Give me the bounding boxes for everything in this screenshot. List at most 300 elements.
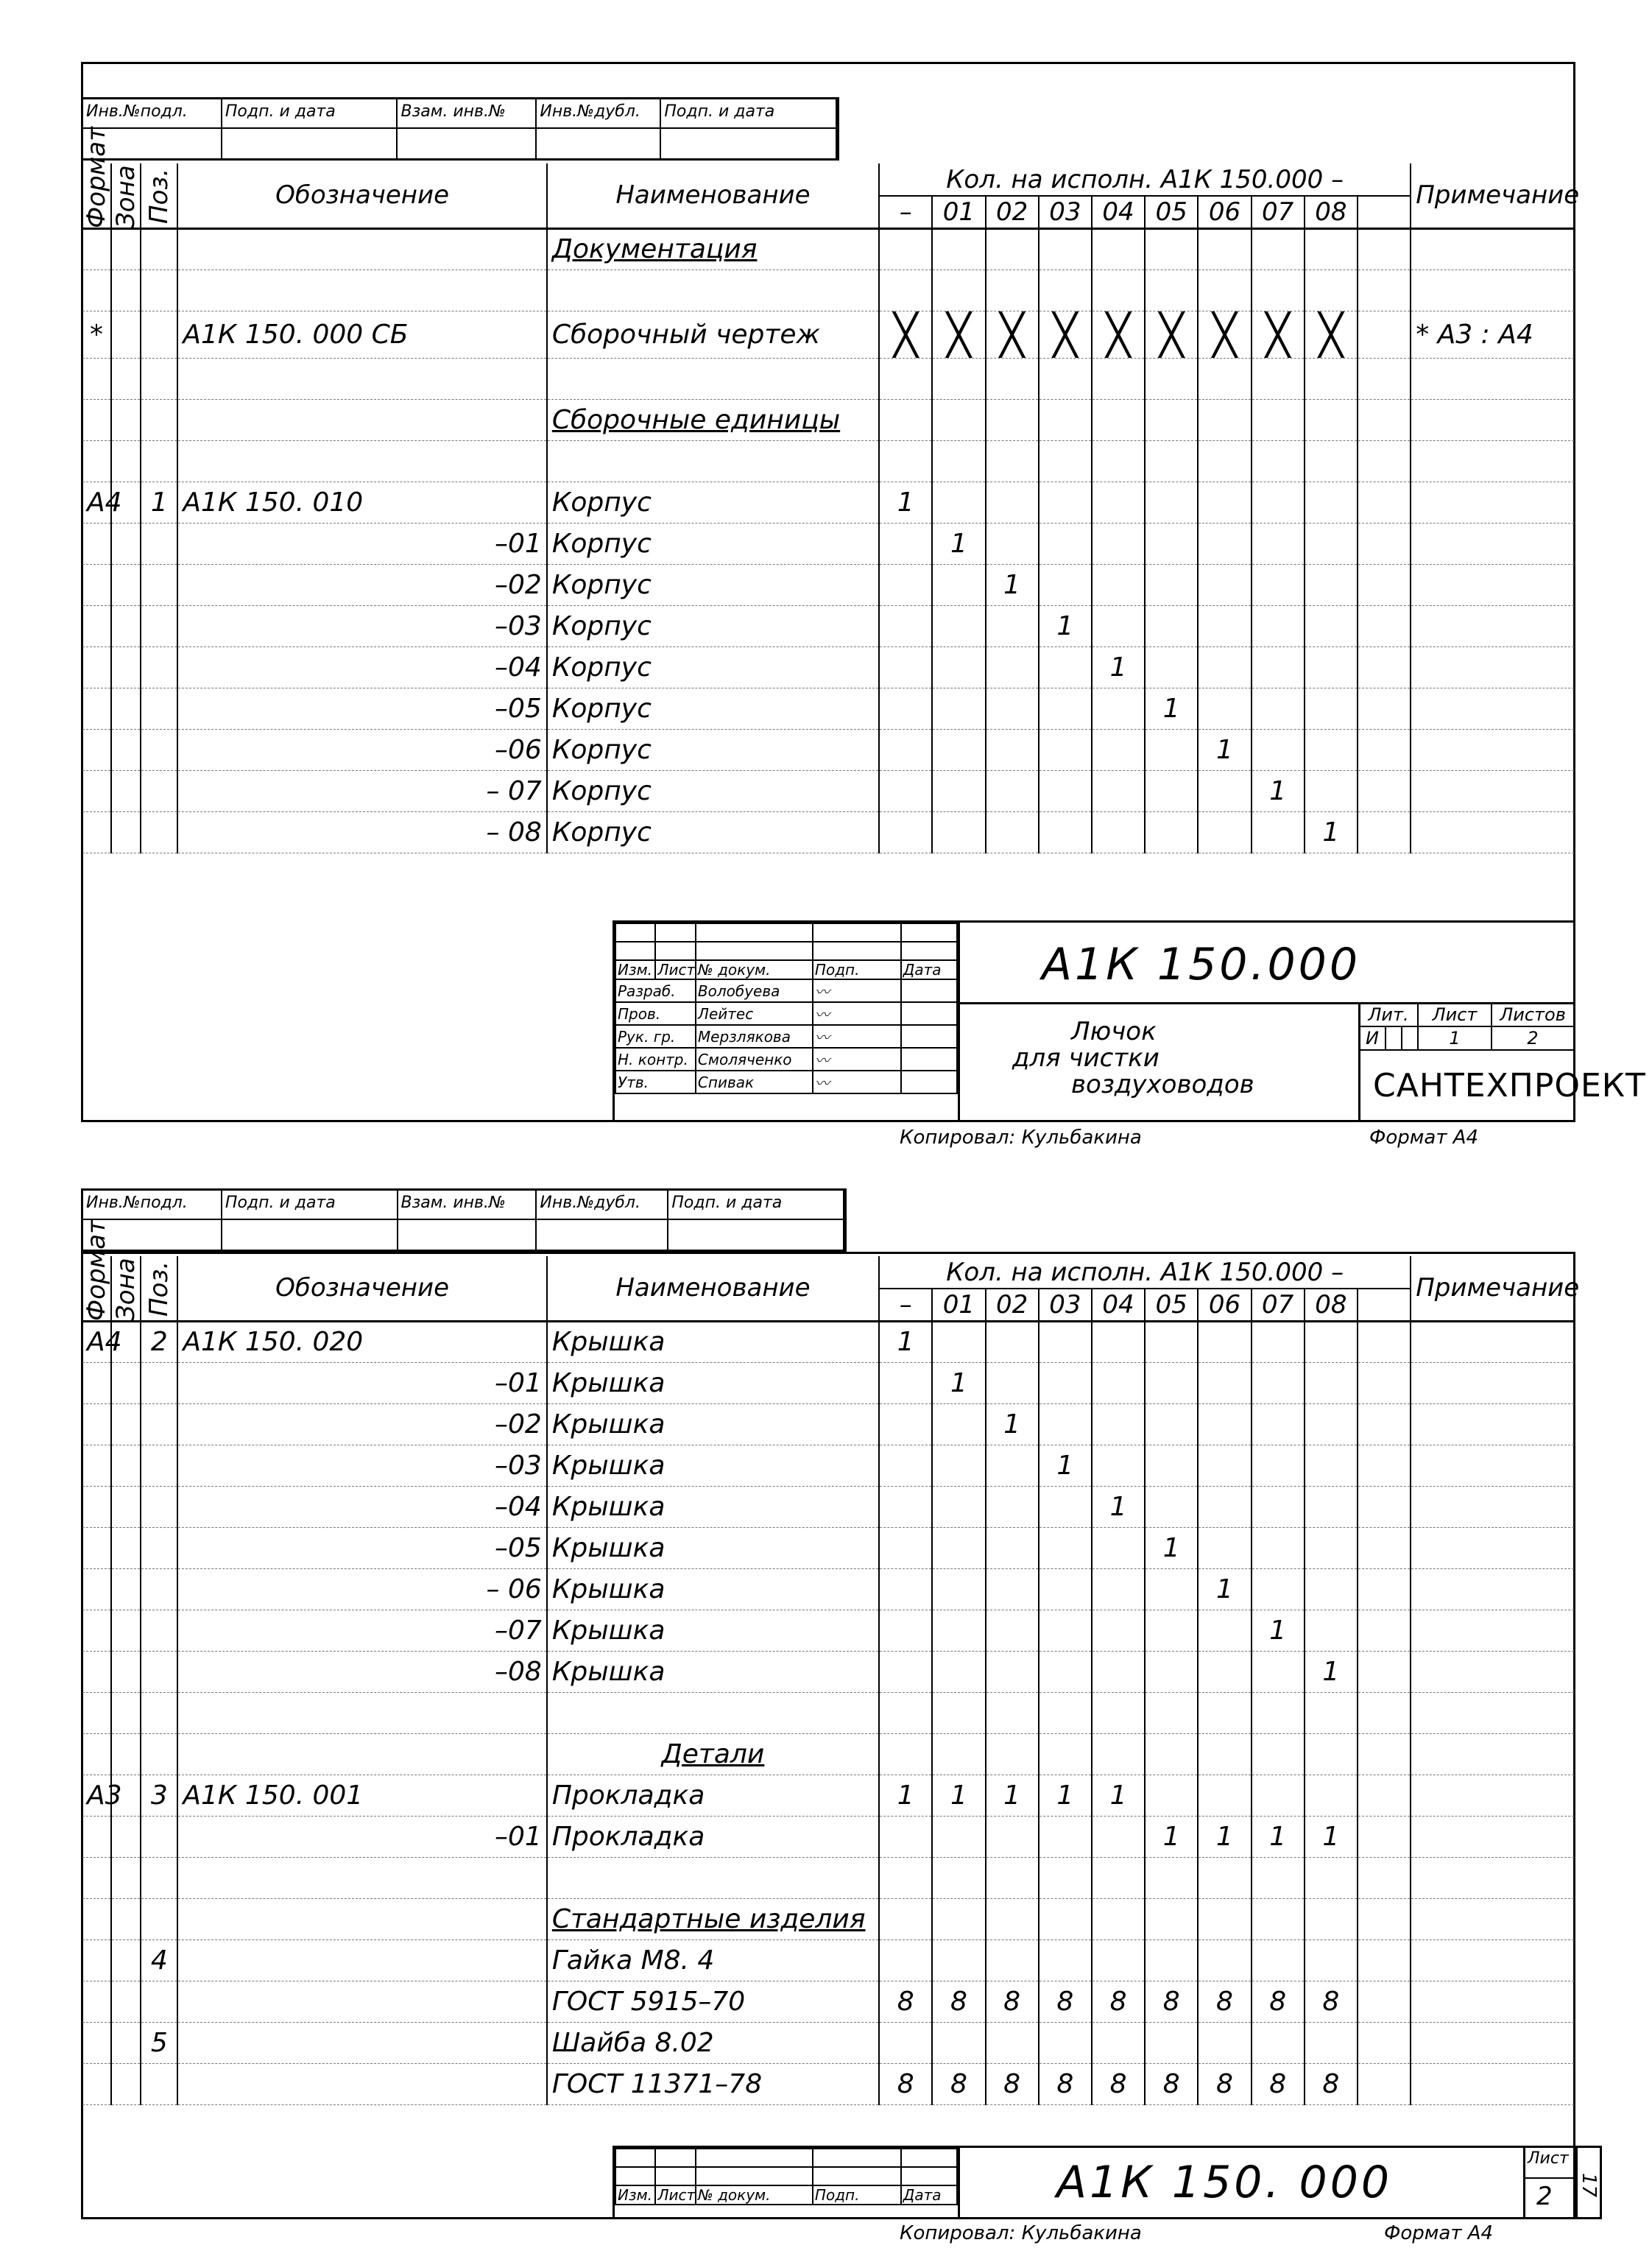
cell-designation: А1К 150. 001 xyxy=(177,1775,546,1816)
cell-qty-5 xyxy=(1145,605,1198,646)
cell-format xyxy=(82,605,111,646)
cross-mark-icon: ╳ xyxy=(1266,311,1290,358)
cell-qty-3 xyxy=(1039,1816,1092,1857)
table-row xyxy=(82,688,1575,729)
cell-qty-extra xyxy=(1358,1610,1411,1651)
cell-qty-0 xyxy=(879,1898,932,1939)
cell-qty-6 xyxy=(1198,1610,1251,1651)
cell-qty-7 xyxy=(1252,2022,1305,2063)
variant-2-header: 02 xyxy=(986,1289,1039,1321)
cell-name xyxy=(547,358,879,399)
sheet-1-lit-table xyxy=(1358,1002,1575,1051)
tb-date: Дата xyxy=(901,960,957,979)
cell-qty-0: 8 xyxy=(879,1981,932,2022)
cell-note xyxy=(1411,1981,1575,2022)
cell-qty-1 xyxy=(932,399,985,440)
cell-designation: –03 xyxy=(177,1445,546,1486)
cell-qty-1 xyxy=(932,269,985,311)
cell-qty-8 xyxy=(1305,1568,1358,1610)
cell-name xyxy=(547,1692,879,1733)
tb-person-razrab: Волобуева xyxy=(696,979,813,1002)
cell-qty-7 xyxy=(1252,440,1305,482)
tb-role-utv: Утв. xyxy=(615,1071,696,1093)
cell-qty-8 xyxy=(1305,228,1358,269)
cell-qty-0: 8 xyxy=(879,2063,932,2104)
cell-format xyxy=(82,1445,111,1486)
cell-qty-0 xyxy=(879,564,932,605)
cell-zone xyxy=(111,1527,141,1568)
cell-format xyxy=(82,646,111,688)
cell-qty-8 xyxy=(1305,1775,1358,1816)
cell-format xyxy=(82,1857,111,1898)
cell-qty-extra xyxy=(1358,269,1411,311)
cell-qty-5 xyxy=(1145,1939,1198,1981)
cell-qty-8 xyxy=(1305,564,1358,605)
cell-note xyxy=(1411,1486,1575,1527)
cell-note xyxy=(1411,399,1575,440)
cell-qty-6 xyxy=(1198,1403,1251,1445)
cell-designation xyxy=(177,440,546,482)
cell-qty-0 xyxy=(879,1568,932,1610)
cell-qty-extra xyxy=(1358,1692,1411,1733)
cell-qty-0 xyxy=(879,399,932,440)
cell-qty-4: 1 xyxy=(1092,646,1145,688)
cell-zone xyxy=(111,269,141,311)
cell-qty-3 xyxy=(1039,1610,1092,1651)
cell-qty-extra xyxy=(1358,688,1411,729)
cell-qty-6 xyxy=(1198,311,1251,358)
cell-qty-2 xyxy=(986,1486,1039,1527)
cell-format: * xyxy=(82,311,111,358)
cell-qty-1 xyxy=(932,1568,985,1610)
stamp2-inv-podl: Инв.№подл. xyxy=(83,1191,222,1250)
cell-qty-8 xyxy=(1305,1362,1358,1403)
cell-qty-0 xyxy=(879,440,932,482)
cell-zone xyxy=(111,228,141,269)
cell-designation: –07 xyxy=(177,1610,546,1651)
cell-qty-3 xyxy=(1039,311,1092,358)
cell-qty-extra xyxy=(1358,1939,1411,1981)
cell-zone xyxy=(111,358,141,399)
cell-zone xyxy=(111,1981,141,2022)
cell-qty-0 xyxy=(879,1362,932,1403)
table-row xyxy=(82,523,1575,564)
cell-qty-7 xyxy=(1252,358,1305,399)
cell-qty-6 xyxy=(1198,770,1251,811)
section-heading: Стандартные изделия xyxy=(547,1898,879,1939)
cell-designation: –04 xyxy=(177,646,546,688)
cell-qty-6 xyxy=(1198,440,1251,482)
table-row xyxy=(82,1733,1575,1775)
cell-pos xyxy=(141,729,177,770)
cell-qty-7: 1 xyxy=(1252,1610,1305,1651)
table-row xyxy=(82,1651,1575,1692)
stamp-vzam-inv: Взам. инв.№ xyxy=(398,99,537,158)
cell-qty-6 xyxy=(1198,1733,1251,1775)
col-note-header: Примечание xyxy=(1411,1256,1575,1321)
cell-qty-2: 1 xyxy=(986,1775,1039,1816)
cell-qty-4 xyxy=(1092,1692,1145,1733)
variant-blank-header xyxy=(1358,196,1411,228)
cell-note xyxy=(1411,564,1575,605)
cell-note xyxy=(1411,2063,1575,2104)
cell-qty-8: 1 xyxy=(1305,1651,1358,1692)
cell-qty-4 xyxy=(1092,1733,1145,1775)
cell-note xyxy=(1411,1321,1575,1362)
sheet-2-designation: А1К 150. 000 xyxy=(1056,2157,1393,2208)
cell-qty-1 xyxy=(932,1898,985,1939)
cell-qty-1 xyxy=(932,770,985,811)
cell-qty-7 xyxy=(1252,523,1305,564)
cell-qty-7 xyxy=(1252,1568,1305,1610)
cell-qty-extra xyxy=(1358,440,1411,482)
cell-qty-6 xyxy=(1198,228,1251,269)
cell-format xyxy=(82,2063,111,2104)
cell-name: Корпус xyxy=(547,770,879,811)
cell-format xyxy=(82,729,111,770)
cell-name: Прокладка xyxy=(547,1775,879,1816)
stamp2-inv-dubl: Инв.№дубл. xyxy=(537,1191,668,1250)
cell-qty-2 xyxy=(986,1898,1039,1939)
cell-qty-0 xyxy=(879,646,932,688)
table-row xyxy=(82,1692,1575,1733)
cell-pos xyxy=(141,1857,177,1898)
cell-pos xyxy=(141,605,177,646)
cell-qty-4: 1 xyxy=(1092,1486,1145,1527)
cell-qty-extra xyxy=(1358,1775,1411,1816)
table-row xyxy=(82,2063,1575,2104)
cell-qty-2: 8 xyxy=(986,2063,1039,2104)
cell-qty-extra xyxy=(1358,1527,1411,1568)
cell-qty-extra xyxy=(1358,1445,1411,1486)
cell-qty-6 xyxy=(1198,1939,1251,1981)
cell-designation xyxy=(177,1981,546,2022)
cell-qty-4 xyxy=(1092,1857,1145,1898)
cell-qty-8 xyxy=(1305,1898,1358,1939)
cell-qty-6 xyxy=(1198,811,1251,853)
cell-name: Корпус xyxy=(547,729,879,770)
cell-qty-extra xyxy=(1358,564,1411,605)
cell-zone xyxy=(111,1610,141,1651)
cell-name: Шайба 8.02 xyxy=(547,2022,879,2063)
cell-qty-0 xyxy=(879,770,932,811)
cell-qty-0 xyxy=(879,1651,932,1692)
cell-qty-0 xyxy=(879,269,932,311)
cell-qty-4 xyxy=(1092,1403,1145,1445)
cell-qty-5 xyxy=(1145,1651,1198,1692)
cell-pos xyxy=(141,688,177,729)
cell-format: А4 xyxy=(82,1321,111,1362)
sheet-1-product-name: Лючок для чистки воздуховодов xyxy=(1012,1017,1254,1099)
cell-qty-0 xyxy=(879,1816,932,1857)
cell-format xyxy=(82,1610,111,1651)
col-name-header: Наименование xyxy=(547,1256,879,1321)
cell-qty-1 xyxy=(932,1486,985,1527)
cell-qty-0 xyxy=(879,311,932,358)
cell-qty-3 xyxy=(1039,646,1092,688)
cell-qty-6 xyxy=(1198,1857,1251,1898)
section-heading: Детали xyxy=(547,1733,879,1775)
cell-qty-5 xyxy=(1145,811,1198,853)
cell-format xyxy=(82,228,111,269)
cell-qty-5: 1 xyxy=(1145,1816,1198,1857)
cell-qty-0 xyxy=(879,1857,932,1898)
cell-qty-6 xyxy=(1198,482,1251,523)
cell-qty-8: 1 xyxy=(1305,1816,1358,1857)
cell-qty-extra xyxy=(1358,1362,1411,1403)
cell-qty-8 xyxy=(1305,770,1358,811)
cell-zone xyxy=(111,1816,141,1857)
cell-zone xyxy=(111,1733,141,1775)
cell-designation: –03 xyxy=(177,605,546,646)
cell-zone xyxy=(111,1362,141,1403)
cell-qty-8 xyxy=(1305,1445,1358,1486)
variant-5-header: 05 xyxy=(1145,196,1198,228)
cell-qty-0 xyxy=(879,358,932,399)
cell-qty-8 xyxy=(1305,1692,1358,1733)
cell-zone xyxy=(111,1857,141,1898)
cell-qty-2 xyxy=(986,1816,1039,1857)
cell-qty-8 xyxy=(1305,440,1358,482)
cell-qty-3 xyxy=(1039,440,1092,482)
table-row xyxy=(82,1527,1575,1568)
cell-name: Корпус xyxy=(547,482,879,523)
cell-qty-3 xyxy=(1039,564,1092,605)
variant-4-header: 04 xyxy=(1092,1289,1145,1321)
cell-qty-3 xyxy=(1039,2022,1092,2063)
col-format-header: Формат xyxy=(82,1219,112,1321)
cell-designation xyxy=(177,269,546,311)
cell-note xyxy=(1411,1775,1575,1816)
cell-format xyxy=(82,770,111,811)
stamp2-podp-data: Подп. и дата xyxy=(222,1191,398,1250)
cell-qty-extra xyxy=(1358,358,1411,399)
variant-1-header: 01 xyxy=(932,196,985,228)
table-row xyxy=(82,1321,1575,1362)
tb-sheets-head: Листов xyxy=(1492,1003,1574,1026)
cell-qty-extra xyxy=(1358,523,1411,564)
tb2-izm: Изм. xyxy=(615,2185,655,2205)
cell-qty-2 xyxy=(986,358,1039,399)
cross-mark-icon: ╳ xyxy=(1106,311,1131,358)
table-row xyxy=(82,228,1575,269)
cell-qty-7 xyxy=(1252,269,1305,311)
cell-name xyxy=(547,440,879,482)
cell-qty-8 xyxy=(1305,1939,1358,1981)
cell-qty-1 xyxy=(932,811,985,853)
cell-qty-5 xyxy=(1145,311,1198,358)
cell-qty-8 xyxy=(1305,1733,1358,1775)
cell-qty-0 xyxy=(879,1403,932,1445)
cell-qty-6 xyxy=(1198,358,1251,399)
cell-pos xyxy=(141,646,177,688)
cell-designation xyxy=(177,1939,546,1981)
cell-designation: –08 xyxy=(177,1651,546,1692)
tb-sheet-value: 1 xyxy=(1418,1026,1492,1050)
cell-pos: 2 xyxy=(141,1321,177,1362)
tb-podp: Подп. xyxy=(813,960,901,979)
cell-qty-2 xyxy=(986,1445,1039,1486)
cell-zone xyxy=(111,399,141,440)
sheet-2-sheet-label: Лист xyxy=(1528,2149,1569,2168)
tb2-doc-no: № докум. xyxy=(696,2185,813,2205)
cell-qty-1 xyxy=(932,1321,985,1362)
cell-note xyxy=(1411,482,1575,523)
cell-format xyxy=(82,399,111,440)
cell-pos xyxy=(141,1486,177,1527)
cell-qty-6 xyxy=(1198,1692,1251,1733)
cell-format xyxy=(82,1898,111,1939)
cell-qty-7 xyxy=(1252,605,1305,646)
cell-zone xyxy=(111,646,141,688)
variant-4-header: 04 xyxy=(1092,196,1145,228)
tb-sheets-value: 2 xyxy=(1492,1026,1574,1050)
cell-qty-0: 1 xyxy=(879,1321,932,1362)
cell-qty-extra xyxy=(1358,1733,1411,1775)
cell-zone xyxy=(111,2063,141,2104)
cell-qty-8 xyxy=(1305,358,1358,399)
cell-qty-7: 1 xyxy=(1252,770,1305,811)
cell-qty-6 xyxy=(1198,1651,1251,1692)
cell-designation xyxy=(177,399,546,440)
variant-0-header: – xyxy=(879,1289,932,1321)
cell-qty-1 xyxy=(932,1939,985,1981)
cell-qty-2 xyxy=(986,311,1039,358)
cell-zone xyxy=(111,1898,141,1939)
cell-qty-1 xyxy=(932,605,985,646)
table-row xyxy=(82,2022,1575,2063)
col-designation-header: Обозначение xyxy=(177,1256,546,1321)
cell-qty-8 xyxy=(1305,311,1358,358)
cell-qty-5: 1 xyxy=(1145,1527,1198,1568)
cell-qty-1: 1 xyxy=(932,1362,985,1403)
table-row xyxy=(82,1939,1575,1981)
sheet-2-format: Формат А4 xyxy=(1384,2222,1494,2244)
cell-qty-3 xyxy=(1039,228,1092,269)
cell-qty-5: 1 xyxy=(1145,688,1198,729)
cell-qty-2 xyxy=(986,1362,1039,1403)
table-row xyxy=(82,482,1575,523)
cell-qty-2 xyxy=(986,482,1039,523)
cell-note xyxy=(1411,1857,1575,1898)
cell-format xyxy=(82,1939,111,1981)
sheet-1-designation: А1К 150.000 xyxy=(1042,939,1361,990)
cell-zone xyxy=(111,440,141,482)
cell-name: Корпус xyxy=(547,523,879,564)
table-row xyxy=(82,311,1575,358)
cell-qty-8: 8 xyxy=(1305,1981,1358,2022)
cell-format xyxy=(82,811,111,853)
cell-qty-1 xyxy=(932,1692,985,1733)
cell-zone xyxy=(111,1939,141,1981)
cell-qty-1: 1 xyxy=(932,523,985,564)
cell-pos xyxy=(141,1692,177,1733)
cell-qty-2 xyxy=(986,646,1039,688)
cell-qty-6 xyxy=(1198,688,1251,729)
cell-qty-5 xyxy=(1145,1321,1198,1362)
cell-qty-3: 1 xyxy=(1039,1775,1092,1816)
cell-pos xyxy=(141,1898,177,1939)
cell-qty-3 xyxy=(1039,1321,1092,1362)
table-row xyxy=(82,1857,1575,1898)
cell-qty-2: 8 xyxy=(986,1981,1039,2022)
cell-qty-extra xyxy=(1358,1651,1411,1692)
cell-qty-3 xyxy=(1039,811,1092,853)
cell-qty-8 xyxy=(1305,2022,1358,2063)
cell-name: ГОСТ 5915–70 xyxy=(547,1981,879,2022)
table-row xyxy=(82,1486,1575,1527)
cell-name: Крышка xyxy=(547,1486,879,1527)
cell-note: * А3 : А4 xyxy=(1411,311,1575,358)
cell-qty-1 xyxy=(932,1527,985,1568)
cell-pos xyxy=(141,269,177,311)
variant-5-header: 05 xyxy=(1145,1289,1198,1321)
cell-qty-7 xyxy=(1252,1403,1305,1445)
cell-qty-4 xyxy=(1092,688,1145,729)
cell-format: А4 xyxy=(82,482,111,523)
cell-qty-3 xyxy=(1039,482,1092,523)
tb-lit-head: Лит. xyxy=(1359,1003,1418,1026)
cell-qty-4 xyxy=(1092,1651,1145,1692)
cell-note xyxy=(1411,1445,1575,1486)
cell-qty-6: 8 xyxy=(1198,2063,1251,2104)
cell-note xyxy=(1411,1692,1575,1733)
cell-pos xyxy=(141,1445,177,1486)
cell-qty-6: 1 xyxy=(1198,1816,1251,1857)
cell-qty-4 xyxy=(1092,1568,1145,1610)
cell-qty-0 xyxy=(879,811,932,853)
cell-qty-4: 1 xyxy=(1092,1775,1145,1816)
tb2-list: Лист xyxy=(655,2185,695,2205)
cell-note xyxy=(1411,358,1575,399)
cell-qty-5 xyxy=(1145,1445,1198,1486)
cell-qty-7: 8 xyxy=(1252,2063,1305,2104)
cell-qty-0: 1 xyxy=(879,482,932,523)
cell-zone xyxy=(111,564,141,605)
cell-format xyxy=(82,1362,111,1403)
cell-name: Корпус xyxy=(547,646,879,688)
cell-qty-4 xyxy=(1092,1362,1145,1403)
cell-qty-extra xyxy=(1358,605,1411,646)
cell-qty-4 xyxy=(1092,811,1145,853)
variant-7-header: 07 xyxy=(1252,196,1305,228)
cell-qty-2 xyxy=(986,1857,1039,1898)
section-heading: Документация xyxy=(547,228,879,269)
cell-qty-1 xyxy=(932,646,985,688)
cell-qty-5 xyxy=(1145,1486,1198,1527)
cell-pos xyxy=(141,2063,177,2104)
cell-qty-5 xyxy=(1145,1610,1198,1651)
cell-qty-5 xyxy=(1145,1857,1198,1898)
cell-qty-3: 8 xyxy=(1039,2063,1092,2104)
cell-qty-extra xyxy=(1358,1321,1411,1362)
cell-qty-3 xyxy=(1039,1898,1092,1939)
cell-note xyxy=(1411,1733,1575,1775)
cell-qty-1 xyxy=(932,358,985,399)
cell-name: Гайка М8. 4 xyxy=(547,1939,879,1981)
cell-qty-5 xyxy=(1145,228,1198,269)
cell-qty-5 xyxy=(1145,2022,1198,2063)
cell-qty-1: 1 xyxy=(932,1775,985,1816)
cell-qty-3 xyxy=(1039,399,1092,440)
cell-qty-7 xyxy=(1252,1321,1305,1362)
table-row xyxy=(82,358,1575,399)
cell-format xyxy=(82,564,111,605)
cell-pos xyxy=(141,1403,177,1445)
table-row xyxy=(82,1775,1575,1816)
cell-qty-2: 1 xyxy=(986,564,1039,605)
cell-qty-3 xyxy=(1039,1568,1092,1610)
